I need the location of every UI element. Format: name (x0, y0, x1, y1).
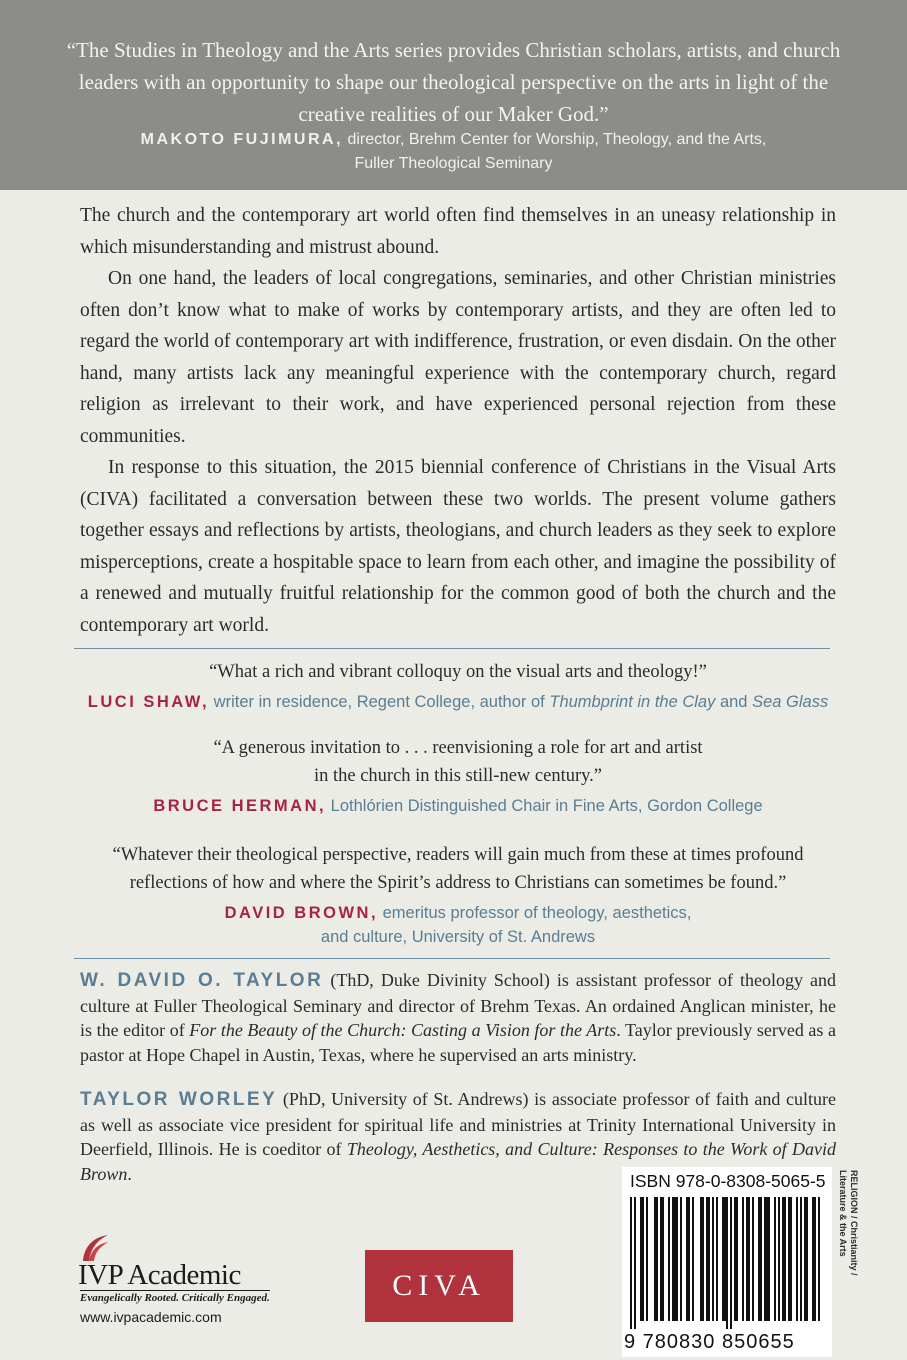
publisher-tagline: Evangelically Rooted. Critically Engaged. (80, 1292, 270, 1304)
description-paragraph-3: In response to this situation, the 2015 biennial conference of Christians in the Visual Arts (CIVA) facilitated a conversation between these two worlds. The present volume gathers together essays and reflections by artists, theologians, and church leaders as they seek to explore misperceptions, create a hospitable space to learn from each other, and imagine the possibility of a renewed and mutually fruitful relationship for the common good of both the church and the contemporary art world. (80, 457, 836, 636)
ean-number: 9 780830 850655 (624, 1331, 795, 1353)
endorsement-quote-line-1: “Whatever their theological perspective, readers will gain much from these at times profound (112, 845, 804, 865)
endorser-name: LUCI SHAW, (87, 693, 210, 711)
endorsement-bruce-herman (74, 734, 842, 818)
endorser-name: DAVID BROWN, (224, 904, 379, 922)
endorsement-quote-line-1: “A generous invitation to . . . reenvisioning a role for art and artist (213, 738, 703, 758)
category-label (839, 1170, 863, 1300)
barcode-area (622, 1167, 832, 1357)
top-endorsement-attribution (120, 128, 787, 176)
bio-text: (PhD, University of St. Andrews) is associate professor of faith and culture as well as associate vice president for spiritual life and ministries at Trinity International University in Deerfield, Illinois. He is coeditor of (80, 1089, 836, 1159)
description-paragraph-1: The church and the contemporary art world often find themselves in an uneasy relationship in which misunderstanding and mistrust abound. (80, 205, 836, 258)
category-text (837, 1170, 859, 1276)
conjunction: and (719, 693, 748, 711)
author-name: TAYLOR WORLEY (80, 1089, 278, 1110)
isbn-label: ISBN 978-0-8308-5065-5 (630, 1171, 826, 1191)
bio-text: (ThD, Duke Divinity School) is assistant professor of theology and culture at Fuller Theological Seminary and director of Brehm Texas. An ordained Anglican minister, he is the editor of (80, 970, 836, 1040)
bio-text: . (127, 1163, 132, 1184)
top-endorser-name: MAKOTO FUJIMURA, (140, 131, 344, 148)
publisher-name: IVP Academic (78, 1259, 241, 1291)
book-title: Theology, Aesthetics, and Culture: Responses to the Work of David Brown (80, 1139, 836, 1184)
author-bio-taylor (80, 968, 836, 1067)
endorsement-quote-line-2: in the church in this still-new century.” (313, 766, 603, 786)
endorser-name: BRUCE HERMAN, (153, 797, 327, 815)
barcode-icon (626, 1197, 828, 1329)
book-description (80, 200, 836, 641)
category-line-1: RELIGION / Christianity / (849, 1170, 859, 1276)
endorsement-attribution (74, 901, 842, 925)
civa-logo-text: CIVA (392, 1269, 486, 1302)
divider-bottom (74, 958, 830, 959)
endorsement-luci-shaw (74, 658, 842, 714)
endorsement-david-brown (74, 841, 842, 949)
endorsement-attribution (74, 690, 842, 714)
book-title: Sea Glass (752, 693, 829, 711)
endorser-affiliation: writer in residence, Regent College, author of (213, 693, 545, 711)
endorsement-quote-line-2: reflections of how and where the Spirit’s address to Christians can sometimes be found.” (129, 873, 787, 893)
top-endorsement-band (0, 0, 907, 190)
publisher-url: www.ivpacademic.com (80, 1309, 222, 1325)
book-title: Thumbprint in the Clay (549, 693, 716, 711)
description-paragraph-2: On one hand, the leaders of local congregations, seminaries, and other Christian ministries often don’t know what to make of works by contemporary artists, and they are often led to regard the world of contemporary art with indifference, frustration, or even disdain. On the other hand, many artists lack any meaningful experience with the contemporary church, regard religion as irrelevant to their work, and have experienced personal rejection from these communities. (80, 268, 836, 447)
top-endorser-affiliation: director, Brehm Center for Worship, Theology, and the Arts, Fuller Theological Seminary (347, 131, 767, 172)
endorser-affiliation: emeritus professor of theology, aesthetics, (382, 904, 692, 922)
book-title: For the Beauty of the Church: Casting a Vision for the Arts (189, 1020, 617, 1040)
top-endorsement-quote: “The Studies in Theology and the Arts series provides Christian scholars, artists, and church leaders with an opportunity to shape our theological perspective on the arts in light of the creative realities of our Maker God.” (66, 38, 841, 126)
divider-top (74, 648, 830, 649)
author-name: W. DAVID O. TAYLOR (80, 970, 324, 991)
endorsement-quote: “What a rich and vibrant colloquy on the visual arts and theology!” (209, 662, 707, 682)
bio-text: . Taylor previously served as a pastor at Hope Chapel in Austin, Texas, where he supervised an arts ministry. (80, 1020, 836, 1065)
endorsement-attribution (74, 794, 842, 818)
endorser-affiliation: Lothlórien Distinguished Chair in Fine Arts, Gordon College (330, 797, 763, 815)
ivp-flame-icon (80, 1232, 110, 1262)
civa-logo (365, 1250, 513, 1322)
category-line-2: Literature & the Arts (838, 1170, 848, 1257)
endorser-affiliation-line-2: and culture, University of St. Andrews (320, 928, 596, 946)
